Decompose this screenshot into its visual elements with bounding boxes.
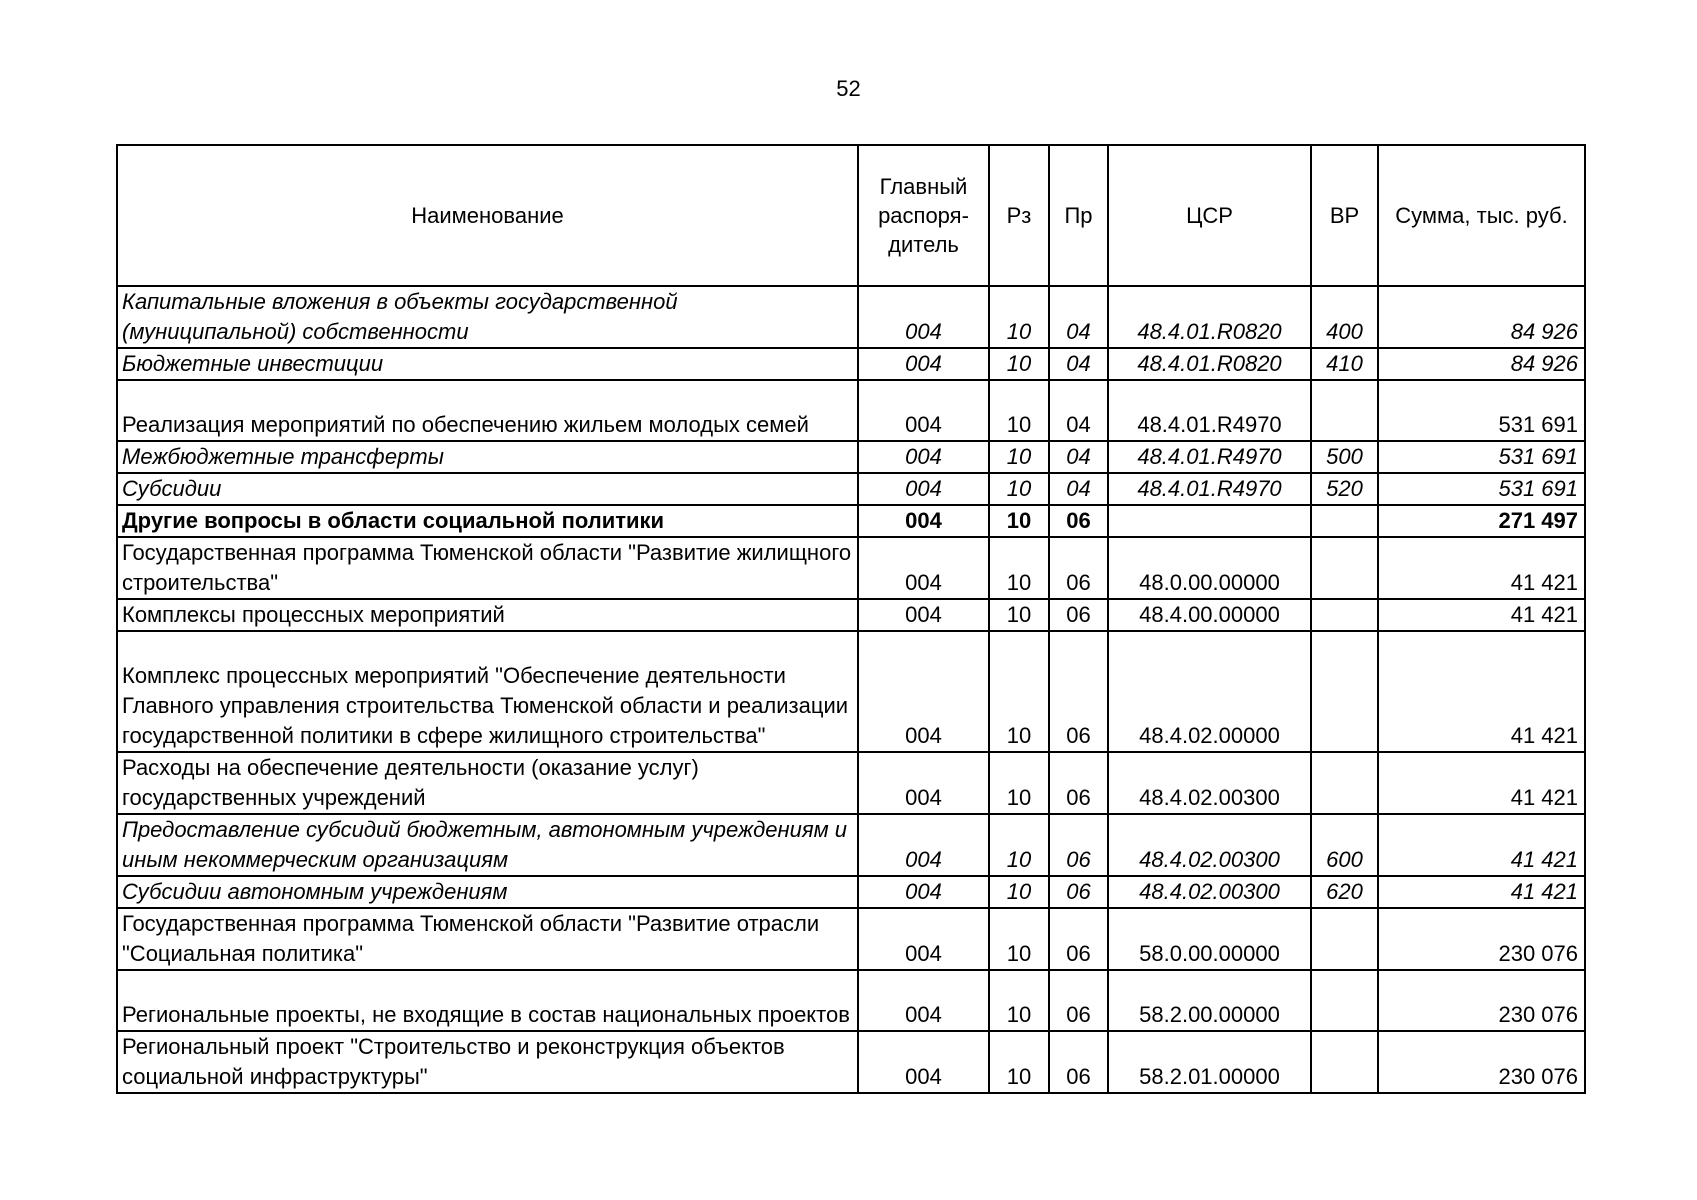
cell-name: Другие вопросы в области социальной политики: [117, 505, 858, 537]
cell-rz: 10: [989, 441, 1049, 473]
table-body: [117, 286, 1585, 1093]
cell-csr: 48.4.01.R0820: [1108, 286, 1311, 348]
cell-rz: 10: [989, 473, 1049, 505]
cell-sum: 230 076: [1378, 908, 1585, 970]
cell-pr: 04: [1049, 286, 1108, 348]
cell-name: Расходы на обеспечение деятельности (оказание услуг) государственных учреждений: [117, 752, 858, 814]
cell-rz: 10: [989, 380, 1049, 441]
cell-pr: 04: [1049, 380, 1108, 441]
cell-rz: 10: [989, 908, 1049, 970]
cell-main-manager: 004: [858, 380, 989, 441]
cell-vr: 400: [1311, 286, 1378, 348]
cell-pr: 06: [1049, 505, 1108, 537]
table-row: [117, 599, 1585, 631]
cell-name: Капитальные вложения в объекты государственной (муниципальной) собственности: [117, 286, 858, 348]
cell-name: Региональный проект "Строительство и реконструкция объектов социальной инфраструктуры": [117, 1031, 858, 1093]
cell-vr: 600: [1311, 814, 1378, 876]
cell-pr: 04: [1049, 348, 1108, 380]
cell-rz: 10: [989, 537, 1049, 599]
header-vr: ВР: [1311, 145, 1378, 286]
cell-name: Комплекс процессных мероприятий "Обеспечение деятельности Главного управления строительства Тюменской области и реализации государственной политики в сфере жилищного строительства": [117, 631, 858, 752]
cell-vr: [1311, 970, 1378, 1031]
cell-csr: 48.4.02.00300: [1108, 752, 1311, 814]
cell-sum: 531 691: [1378, 441, 1585, 473]
cell-main-manager: 004: [858, 908, 989, 970]
cell-main-manager: 004: [858, 473, 989, 505]
cell-csr: 48.4.02.00300: [1108, 814, 1311, 876]
cell-rz: 10: [989, 348, 1049, 380]
table-header: [117, 145, 1585, 286]
cell-rz: 10: [989, 1031, 1049, 1093]
cell-name: Субсидии автономным учреждениям: [117, 876, 858, 908]
cell-main-manager: 004: [858, 286, 989, 348]
budget-table: [116, 144, 1586, 1094]
table-row: [117, 380, 1585, 441]
cell-rz: 10: [989, 599, 1049, 631]
cell-pr: 06: [1049, 752, 1108, 814]
cell-sum: 41 421: [1378, 599, 1585, 631]
cell-name: Бюджетные инвестиции: [117, 348, 858, 380]
table-row: [117, 876, 1585, 908]
cell-rz: 10: [989, 970, 1049, 1031]
cell-csr: 48.4.01.R4970: [1108, 473, 1311, 505]
cell-csr: 48.4.02.00300: [1108, 876, 1311, 908]
cell-rz: 10: [989, 286, 1049, 348]
table-row: [117, 286, 1585, 348]
cell-csr: [1108, 505, 1311, 537]
cell-pr: 06: [1049, 876, 1108, 908]
cell-rz: 10: [989, 876, 1049, 908]
cell-sum: 230 076: [1378, 1031, 1585, 1093]
cell-vr: 500: [1311, 441, 1378, 473]
cell-vr: [1311, 752, 1378, 814]
cell-main-manager: 004: [858, 1031, 989, 1093]
cell-main-manager: 004: [858, 631, 989, 752]
cell-vr: [1311, 505, 1378, 537]
table-row: [117, 505, 1585, 537]
table-row: [117, 441, 1585, 473]
cell-vr: [1311, 380, 1378, 441]
cell-csr: 58.0.00.00000: [1108, 908, 1311, 970]
cell-pr: 06: [1049, 908, 1108, 970]
cell-csr: 48.4.01.R0820: [1108, 348, 1311, 380]
cell-pr: 06: [1049, 970, 1108, 1031]
cell-name: Субсидии: [117, 473, 858, 505]
cell-main-manager: 004: [858, 537, 989, 599]
table-row: [117, 814, 1585, 876]
cell-vr: [1311, 908, 1378, 970]
cell-main-manager: 004: [858, 505, 989, 537]
cell-name: Государственная программа Тюменской области "Развитие отрасли "Социальная политика": [117, 908, 858, 970]
cell-vr: [1311, 631, 1378, 752]
cell-csr: 48.4.02.00000: [1108, 631, 1311, 752]
cell-pr: 04: [1049, 441, 1108, 473]
cell-vr: 410: [1311, 348, 1378, 380]
cell-name: Региональные проекты, не входящие в состав национальных проектов: [117, 970, 858, 1031]
table-row: [117, 752, 1585, 814]
cell-name: Государственная программа Тюменской области "Развитие жилищного строительства": [117, 537, 858, 599]
cell-pr: 06: [1049, 631, 1108, 752]
cell-csr: 48.0.00.00000: [1108, 537, 1311, 599]
table-row: [117, 1031, 1585, 1093]
cell-sum: 41 421: [1378, 876, 1585, 908]
cell-name: Межбюджетные трансферты: [117, 441, 858, 473]
cell-main-manager: 004: [858, 970, 989, 1031]
cell-rz: 10: [989, 631, 1049, 752]
header-main-manager: Главный распоря-дитель: [858, 145, 989, 286]
table-row: [117, 908, 1585, 970]
cell-main-manager: 004: [858, 752, 989, 814]
cell-rz: 10: [989, 505, 1049, 537]
cell-vr: 520: [1311, 473, 1378, 505]
cell-vr: [1311, 599, 1378, 631]
cell-sum: 41 421: [1378, 631, 1585, 752]
cell-sum: 41 421: [1378, 814, 1585, 876]
page-number: 52: [836, 76, 861, 101]
cell-sum: 41 421: [1378, 537, 1585, 599]
cell-pr: 06: [1049, 537, 1108, 599]
cell-sum: 84 926: [1378, 348, 1585, 380]
cell-main-manager: 004: [858, 599, 989, 631]
cell-main-manager: 004: [858, 348, 989, 380]
cell-csr: 48.4.01.R4970: [1108, 380, 1311, 441]
cell-csr: 58.2.01.00000: [1108, 1031, 1311, 1093]
cell-vr: 620: [1311, 876, 1378, 908]
cell-pr: 06: [1049, 814, 1108, 876]
cell-main-manager: 004: [858, 814, 989, 876]
cell-csr: 58.2.00.00000: [1108, 970, 1311, 1031]
cell-name: Предоставление субсидий бюджетным, автономным учреждениям и иным некоммерческим организациям: [117, 814, 858, 876]
cell-main-manager: 004: [858, 441, 989, 473]
cell-rz: 10: [989, 814, 1049, 876]
cell-name: Комплексы процессных мероприятий: [117, 599, 858, 631]
cell-sum: 531 691: [1378, 473, 1585, 505]
cell-sum: 230 076: [1378, 970, 1585, 1031]
table-row: [117, 537, 1585, 599]
table-row: [117, 970, 1585, 1031]
cell-rz: 10: [989, 752, 1049, 814]
cell-pr: 04: [1049, 473, 1108, 505]
cell-pr: 06: [1049, 599, 1108, 631]
cell-name: Реализация мероприятий по обеспечению жильем молодых семей: [117, 380, 858, 441]
cell-sum: 271 497: [1378, 505, 1585, 537]
cell-csr: 48.4.00.00000: [1108, 599, 1311, 631]
cell-sum: 531 691: [1378, 380, 1585, 441]
header-csr: ЦСР: [1108, 145, 1311, 286]
cell-sum: 84 926: [1378, 286, 1585, 348]
header-rz: Рз: [989, 145, 1049, 286]
table-row: [117, 348, 1585, 380]
header-sum: Сумма, тыс. руб.: [1378, 145, 1585, 286]
table-row: [117, 631, 1585, 752]
cell-pr: 06: [1049, 1031, 1108, 1093]
cell-vr: [1311, 1031, 1378, 1093]
cell-main-manager: 004: [858, 876, 989, 908]
cell-sum: 41 421: [1378, 752, 1585, 814]
cell-csr: 48.4.01.R4970: [1108, 441, 1311, 473]
cell-vr: [1311, 537, 1378, 599]
header-name: Наименование: [117, 145, 858, 286]
table-row: [117, 473, 1585, 505]
header-pr: Пр: [1049, 145, 1108, 286]
